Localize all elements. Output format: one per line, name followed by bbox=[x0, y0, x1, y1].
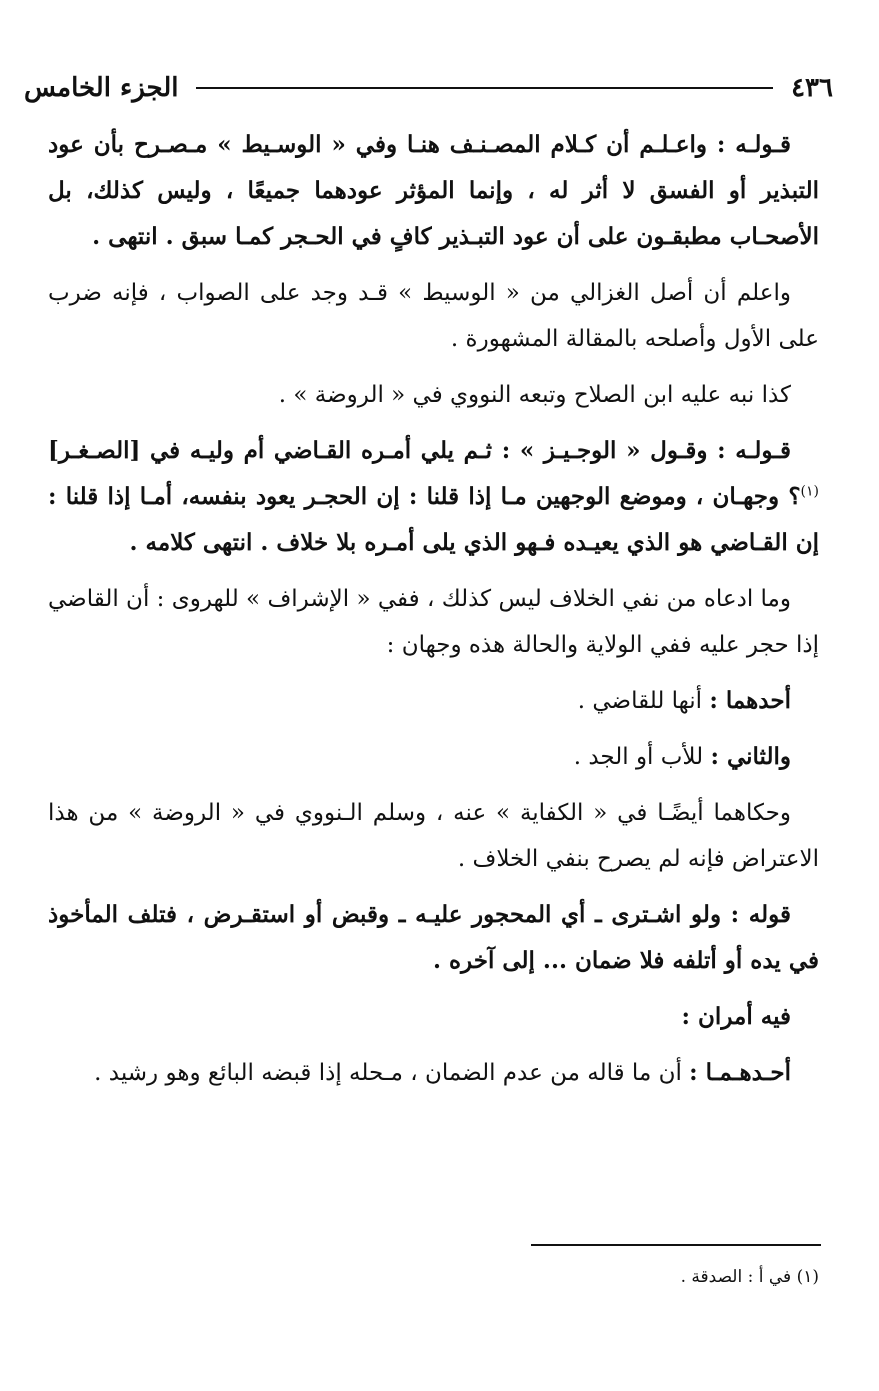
item-text: أنها للقاضي . bbox=[577, 688, 710, 714]
item-label: والثاني : bbox=[710, 743, 791, 770]
item-label: أحدهما : bbox=[709, 687, 791, 714]
paragraph-9 bbox=[48, 892, 819, 984]
running-title: الجزء الخامس bbox=[24, 73, 179, 103]
paragraph-7 bbox=[48, 734, 819, 780]
paragraph-11 bbox=[48, 1050, 819, 1096]
commentary-text: وما ادعاه من نفي الخلاف ليس كذلك ، ففي « الإشراف » للهروى : أن القاضي إذا حجر عليه ففي الولاية والحالة هذه وجهان : bbox=[48, 586, 819, 658]
page-number: ٤٣٦ bbox=[791, 73, 833, 103]
paragraph-4 bbox=[48, 428, 819, 566]
item-label: أحـدهـمـا : bbox=[689, 1059, 791, 1086]
paragraph-8 bbox=[48, 790, 819, 882]
page-header bbox=[24, 68, 833, 108]
header-rule bbox=[196, 87, 773, 89]
page-body bbox=[48, 122, 819, 1106]
quoted-text: قوله : ولو اشـترى ـ أي المحجور عليـه ـ وقبض أو استقـرض ، فتلف المأخوذ في يده أو أتلفه فلا ضمان ... إلى آخره . bbox=[48, 901, 819, 974]
footnote-marker[interactable]: (١) bbox=[800, 483, 819, 500]
quoted-text-continued: ؟ وجهـان ، وموضع الوجهين مـا إذا قلنا : إن الحجـر يعود بنفسه، أمـا إذا قلنا : إن القـاضي هو الذي يعيـده فـهو الذي يلى أمـره بلا خلاف . انتهى كلامه . bbox=[48, 483, 819, 556]
quoted-text: قـولـه : وقـول « الوجـيـز » : ثـم يلي أمـره القـاضي أم وليـه في [الصـغـر] bbox=[48, 437, 791, 464]
paragraph-10 bbox=[48, 994, 819, 1040]
paragraph-6 bbox=[48, 678, 819, 724]
item-text: للأب أو الجد . bbox=[573, 744, 711, 770]
subheading: فيه أمران : bbox=[681, 1003, 791, 1030]
quoted-text: قـولـه : واعـلـم أن كـلام المصـنـف هنـا وفي « الوسـيط » مـصـرح بأن عود التبذير أو الفسق لا أثر له ، وإنما المؤثر عودهما جميعًا ، وليس كذلك، بل الأصحـاب مطبقـون على أن عود التبـذير كافٍ في الحـجر كمـا سبق . انتهى . bbox=[48, 131, 819, 250]
commentary-text: واعلم أن أصل الغزالي من « الوسيط » قـد وجد على الصواب ، فإنه ضرب على الأول وأصلحه بالمقالة المشهورة . bbox=[48, 280, 819, 352]
paragraph-1 bbox=[48, 122, 819, 260]
paragraph-3 bbox=[48, 372, 819, 418]
item-text: أن ما قاله من عدم الضمان ، مـحله إذا قبضه البائع وهو رشيد . bbox=[94, 1060, 690, 1086]
paragraph-5 bbox=[48, 576, 819, 668]
footnote: (١) في أ : الصدقة . bbox=[680, 1267, 819, 1287]
commentary-text: وحكاهما أيضًـا في « الكفاية » عنه ، وسلم الـنووي في « الروضة » من هذا الاعتراض فإنه لم يصرح بنفي الخلاف . bbox=[48, 800, 819, 872]
paragraph-2 bbox=[48, 270, 819, 362]
footnote-separator bbox=[531, 1244, 821, 1246]
commentary-text: كذا نبه عليه ابن الصلاح وتبعه النووي في « الروضة » . bbox=[278, 382, 791, 408]
